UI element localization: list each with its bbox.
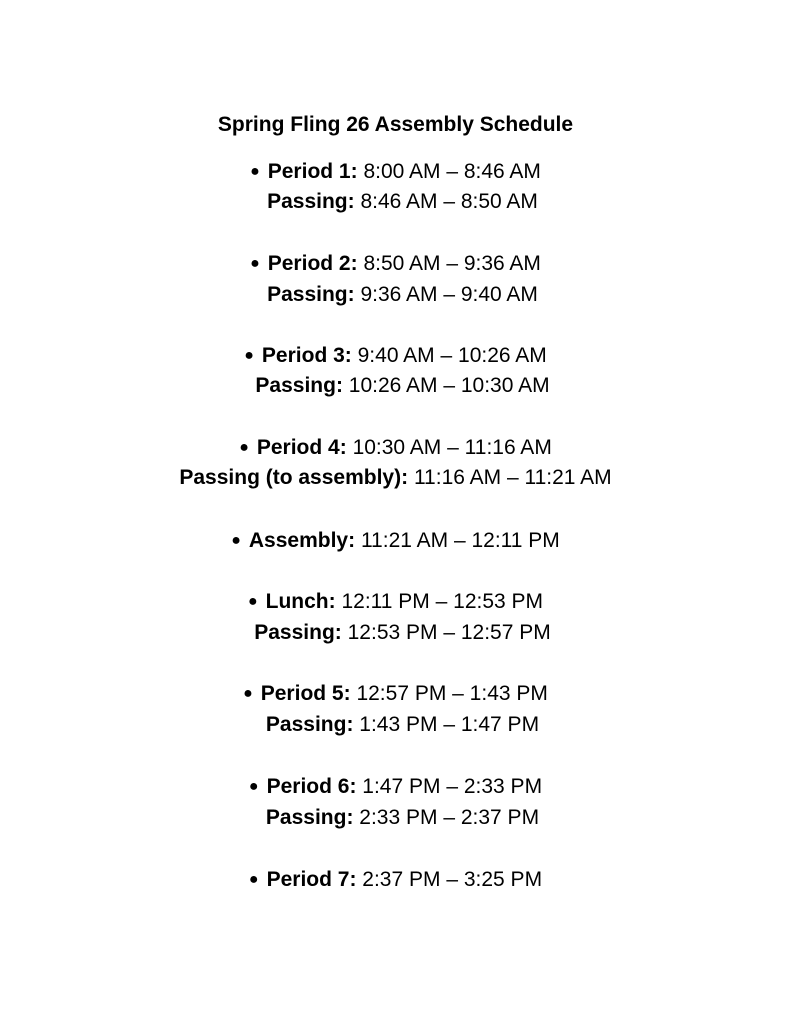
schedule-item-passing-2 <box>0 283 791 307</box>
schedule-item-lunch <box>0 590 791 616</box>
item-label: Assembly: <box>248 529 356 552</box>
item-time: 8:46 AM – 8:50 AM <box>360 190 538 213</box>
schedule-item-passing-1 <box>0 190 791 214</box>
bullet-icon: ● <box>248 871 259 888</box>
schedule-item-period-3 <box>0 344 791 370</box>
schedule-item-passing-6 <box>0 806 791 830</box>
item-time: 11:21 AM – 12:11 PM <box>360 529 560 552</box>
bullet-icon: ● <box>250 163 260 180</box>
item-label: Passing: <box>267 283 355 306</box>
schedule-title: Spring Fling 26 Assembly Schedule <box>217 113 574 136</box>
item-time: 10:26 AM – 10:30 AM <box>348 374 550 397</box>
bullet-icon: ● <box>250 255 260 272</box>
item-time: 11:16 AM – 11:21 AM <box>413 466 612 489</box>
item-time: 2:33 PM – 2:37 PM <box>359 806 540 829</box>
bullet-icon: ● <box>243 685 253 702</box>
item-label: Passing: <box>255 374 343 397</box>
item-time: 12:53 PM – 12:57 PM <box>347 621 551 644</box>
item-label: Passing: <box>265 806 354 829</box>
item-label: Passing: <box>265 713 354 736</box>
schedule-item-period-5 <box>0 682 791 708</box>
item-time: 2:37 PM – 3:25 PM <box>362 868 543 891</box>
schedule-item-passing-lunch <box>0 621 791 645</box>
schedule-item-period-6 <box>0 775 791 801</box>
item-time: 1:47 PM – 2:33 PM <box>362 775 543 798</box>
bullet-icon: ● <box>247 593 258 610</box>
item-label: Passing: <box>267 190 355 213</box>
schedule-item-assembly <box>0 529 791 555</box>
schedule-item-passing-5 <box>0 713 791 737</box>
item-label: Period 5: <box>260 682 351 705</box>
item-label: Period 7: <box>266 868 357 891</box>
schedule-item-passing-to-assembly <box>0 466 791 490</box>
item-time: 1:43 PM – 1:47 PM <box>359 713 540 736</box>
bullet-icon: ● <box>231 532 241 549</box>
bullet-icon: ● <box>248 778 259 795</box>
item-label: Lunch: <box>265 590 336 613</box>
bullet-icon: ● <box>244 347 254 364</box>
item-time: 10:30 AM – 11:16 AM <box>352 436 552 459</box>
item-label: Passing (to assembly): <box>179 466 409 489</box>
item-label: Period 2: <box>267 252 358 275</box>
item-time: 8:50 AM – 9:36 AM <box>363 252 541 275</box>
schedule-item-period-7 <box>0 868 791 894</box>
item-label: Passing: <box>254 621 342 644</box>
item-label: Period 3: <box>261 344 352 367</box>
item-time: 9:40 AM – 10:26 AM <box>357 344 547 367</box>
item-time: 12:11 PM – 12:53 PM <box>341 590 544 613</box>
item-time: 9:36 AM – 9:40 AM <box>360 283 538 306</box>
schedule-item-period-1 <box>0 160 791 186</box>
item-time: 12:57 PM – 1:43 PM <box>356 682 548 705</box>
schedule-item-period-2 <box>0 252 791 278</box>
item-time: 8:00 AM – 8:46 AM <box>363 160 541 183</box>
item-label: Period 1: <box>267 160 358 183</box>
schedule-item-passing-3 <box>0 374 791 398</box>
schedule-item-period-4 <box>0 436 791 462</box>
item-label: Period 6: <box>266 775 357 798</box>
item-label: Period 4: <box>256 436 347 459</box>
bullet-icon: ● <box>239 439 249 456</box>
